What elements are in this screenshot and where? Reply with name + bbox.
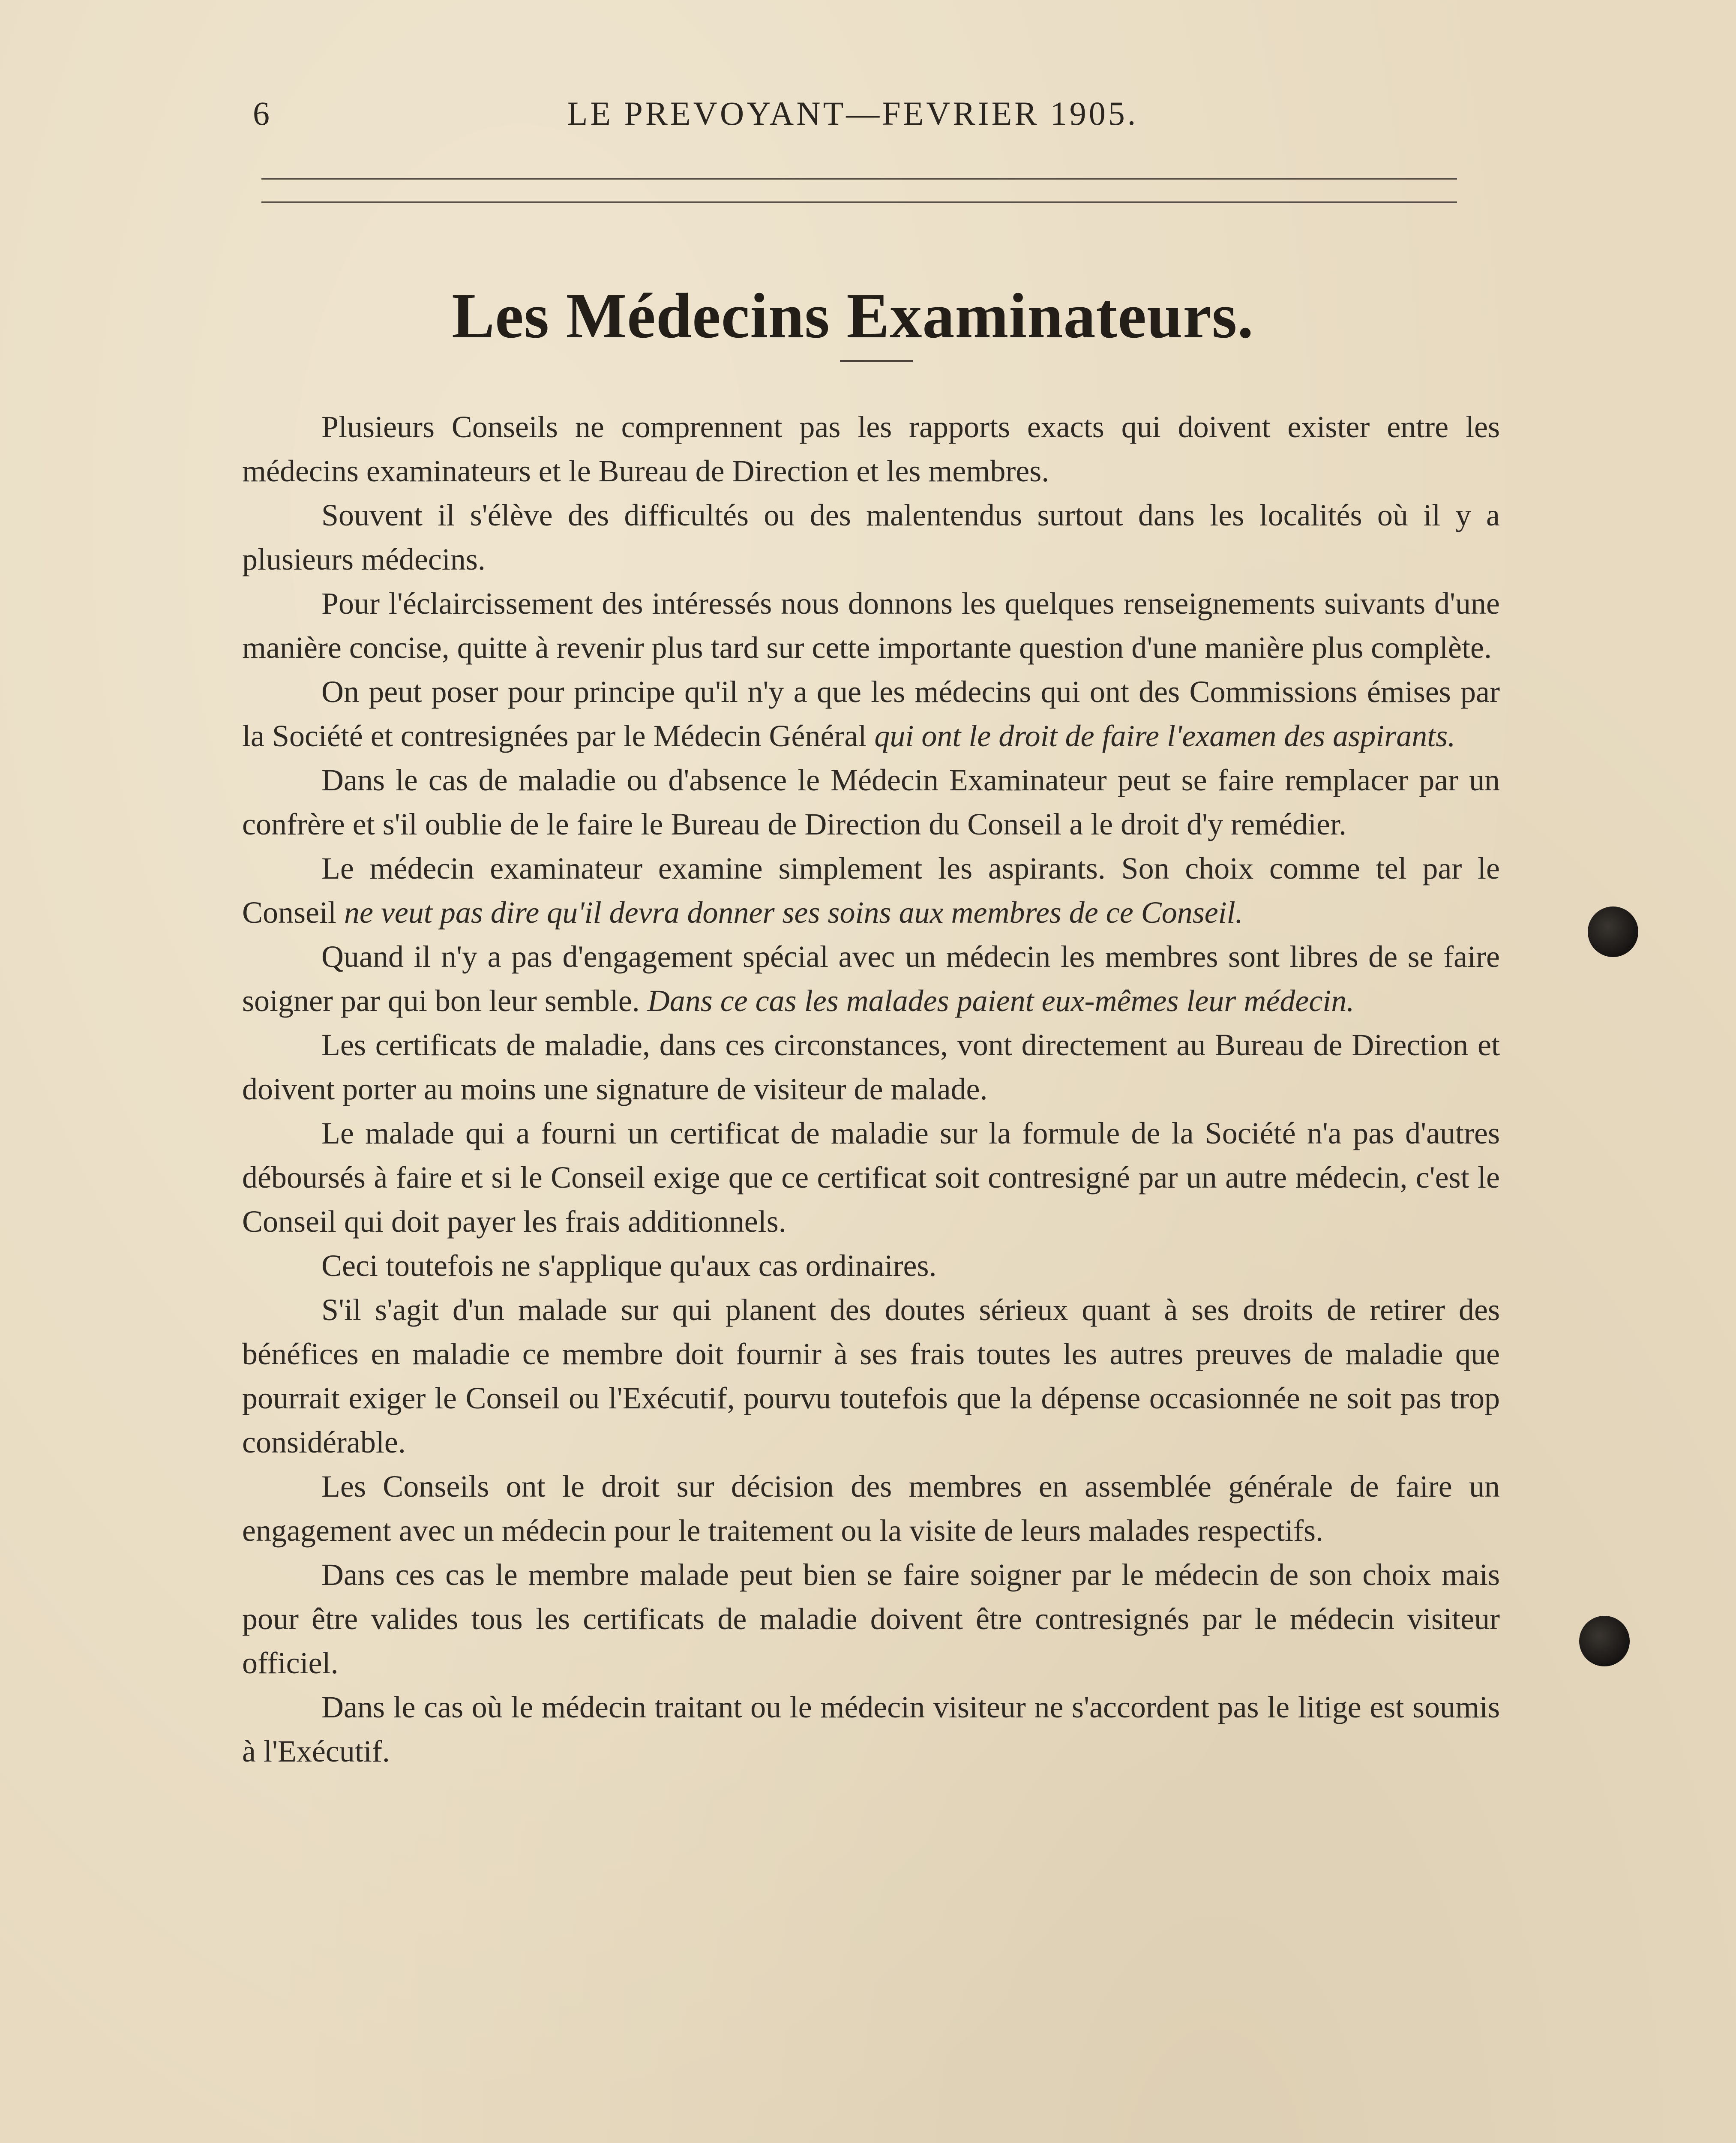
paragraph: Ceci toutefois ne s'applique qu'aux cas ordinaires. (321, 1249, 937, 1283)
paragraph-emphasis: ne veut pas dire qu'il devra donner ses soins aux membres de ce Conseil. (344, 895, 1243, 930)
page-number: 6 (253, 95, 270, 132)
header-rule-top (261, 178, 1457, 180)
paragraph: Le malade qui a fourni un certificat de maladie sur la formule de la Société n'a pas d'autres déboursés à faire et si le Conseil exige que ce certificat soit contresigné par un autre médecin, c'est le Conseil qui doit payer les frais additionnels. (242, 1116, 1500, 1239)
binder-hole (1579, 1616, 1630, 1666)
paragraph: Le médecin examinateur examine simplement les aspirants. Son choix comme tel par le Conseil ne veut pas dire qu'il devra donner ses soins aux membres de ce Conseil. (242, 851, 1500, 930)
binder-hole (1588, 906, 1638, 957)
running-head (249, 86, 1457, 137)
running-title: LE PREVOYANT—FEVRIER 1905. (567, 95, 1139, 132)
paragraph-emphasis: Dans ce cas les malades paient eux-mêmes leur médecin. (647, 984, 1355, 1018)
paragraph: On peut poser pour principe qu'il n'y a que les médecins qui ont des Commissions émises par la Société et contresignées par le Médecin Général qui ont le droit de faire l'examen des aspirants. (242, 675, 1500, 753)
paragraph: Plusieurs Conseils ne comprennent pas les rapports exacts qui doivent exister entre les médecins examinateurs et le Bureau de Direction et les membres. (242, 410, 1500, 488)
paragraph: Les certificats de maladie, dans ces circonstances, vont directement au Bureau de Direction et doivent porter au moins une signature de visiteur de malade. (242, 1028, 1500, 1106)
paragraph: Quand il n'y a pas d'engagement spécial avec un médecin les membres sont libres de se faire soigner par qui bon leur semble. Dans ce cas les malades paient eux-mêmes leur médecin. (242, 939, 1500, 1018)
article-title: Les Médecins Examinateurs. (452, 280, 1254, 351)
paragraph: Les Conseils ont le droit sur décision des membres en assemblée générale de faire un engagement avec un médecin pour le traitement ou la visite de leurs malades respectifs. (242, 1469, 1500, 1548)
title-divider (840, 360, 913, 362)
paragraph: Dans le cas de maladie ou d'absence le Médecin Examinateur peut se faire remplacer par un confrère et s'il oublie de le faire le Bureau de Direction du Conseil a le droit d'y remédier. (242, 763, 1500, 841)
header-rule-bottom (261, 201, 1457, 203)
paragraph: Dans ces cas le membre malade peut bien se faire soigner par le médecin de son choix mais pour être valides tous les certificats de maladie doivent être contresignés par le médecin visiteur officiel. (242, 1558, 1500, 1680)
paragraph-emphasis: qui ont le droit de faire l'examen des aspirants. (874, 719, 1456, 753)
paragraph: Dans le cas où le médecin traitant ou le médecin visiteur ne s'accordent pas le litige est soumis à l'Exécutif. (242, 1690, 1500, 1768)
article-body (242, 405, 1500, 1774)
paragraph: Pour l'éclaircissement des intéressés nous donnons les quelques renseignements suivants d'une manière concise, quitte à revenir plus tard sur cette importante question d'une manière plus complète. (242, 586, 1500, 665)
paragraph: S'il s'agit d'un malade sur qui planent des doutes sérieux quant à ses droits de retirer des bénéfices en maladie ce membre doit fournir à ses frais toutes les autres preuves de maladie que pourrait exiger le Conseil ou l'Exécutif, pourvu toutefois que la dépense occasionnée ne soit pas trop considérable. (242, 1293, 1500, 1459)
paragraph: Souvent il s'élève des difficultés ou des malentendus surtout dans les localités où il y a plusieurs médecins. (242, 498, 1500, 576)
